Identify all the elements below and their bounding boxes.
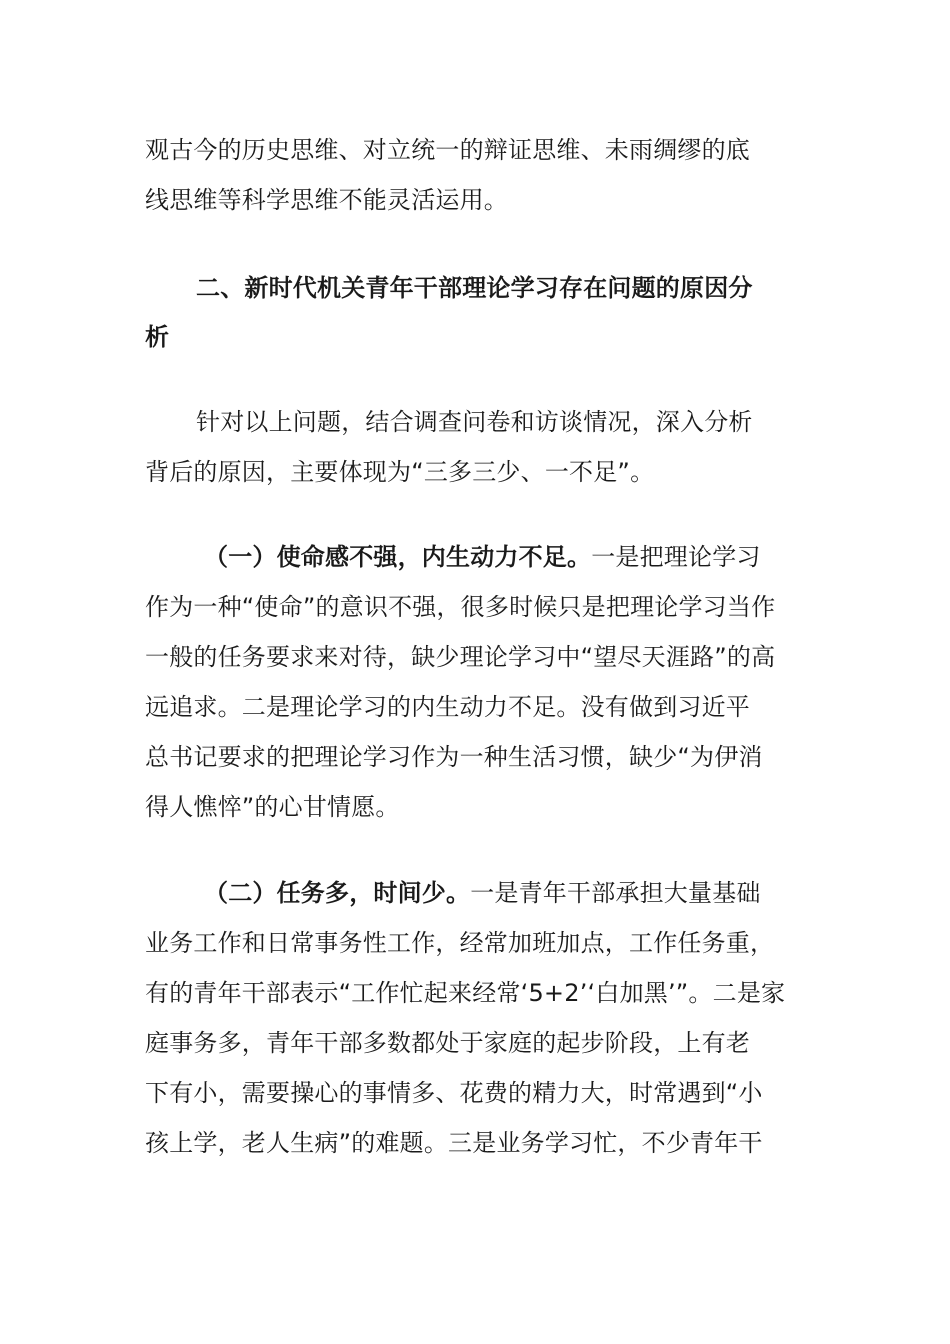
paragraph-line: 庭事务多，青年干部多数都处于家庭的起步阶段，上有老 [145,1029,750,1057]
section-heading-line: 析 [145,323,170,351]
paragraph-line: 孩上学，老人生病”的难题。三是业务学习忙，不少青年干 [145,1129,763,1157]
paragraph-line: 业务工作和日常事务性工作，经常加班加点，工作任务重， [145,929,775,957]
subsection-text: 一是把理论学习 [591,543,761,571]
paragraph-line: 总书记要求的把理论学习作为一种生活习惯，缺少“为伊消 [145,743,763,771]
paragraph-line: 线思维等科学思维不能灵活运用。 [145,186,508,214]
paragraph-line: 得人憔悴”的心甘情愿。 [145,793,400,821]
intro-line: 背后的原因，主要体现为“三多三少、一不足”。 [145,458,655,486]
paragraph-line: 有的青年干部表示“工作忙起来经常‘5+2’‘白加黑’”。二是家 [145,979,786,1007]
paragraph-line: 远追求。二是理论学习的内生动力不足。没有做到习近平 [145,693,750,721]
subsection-text: 一是青年干部承担大量基础 [470,879,761,907]
intro-line: 针对以上问题，结合调查问卷和访谈情况，深入分析 [196,408,753,436]
paragraph-line: 一般的任务要求来对待，缺少理论学习中“望尽天涯路”的高 [145,643,776,671]
subsection-first-line [204,540,761,574]
paragraph-line: 观古今的历史思维、对立统一的辩证思维、未雨绸缪的底 [145,136,750,164]
subsection-title: （二）任务多，时间少。 [204,879,471,907]
subsection-first-line [204,876,761,910]
section-heading-line: 二、新时代机关青年干部理论学习存在问题的原因分 [196,274,753,302]
subsection-title: （一）使命感不强，内生动力不足。 [204,543,592,571]
paragraph-line: 下有小，需要操心的事情多、花费的精力大，时常遇到“小 [145,1079,763,1107]
paragraph-line: 作为一种“使命”的意识不强，很多时候只是把理论学习当作 [145,593,776,621]
